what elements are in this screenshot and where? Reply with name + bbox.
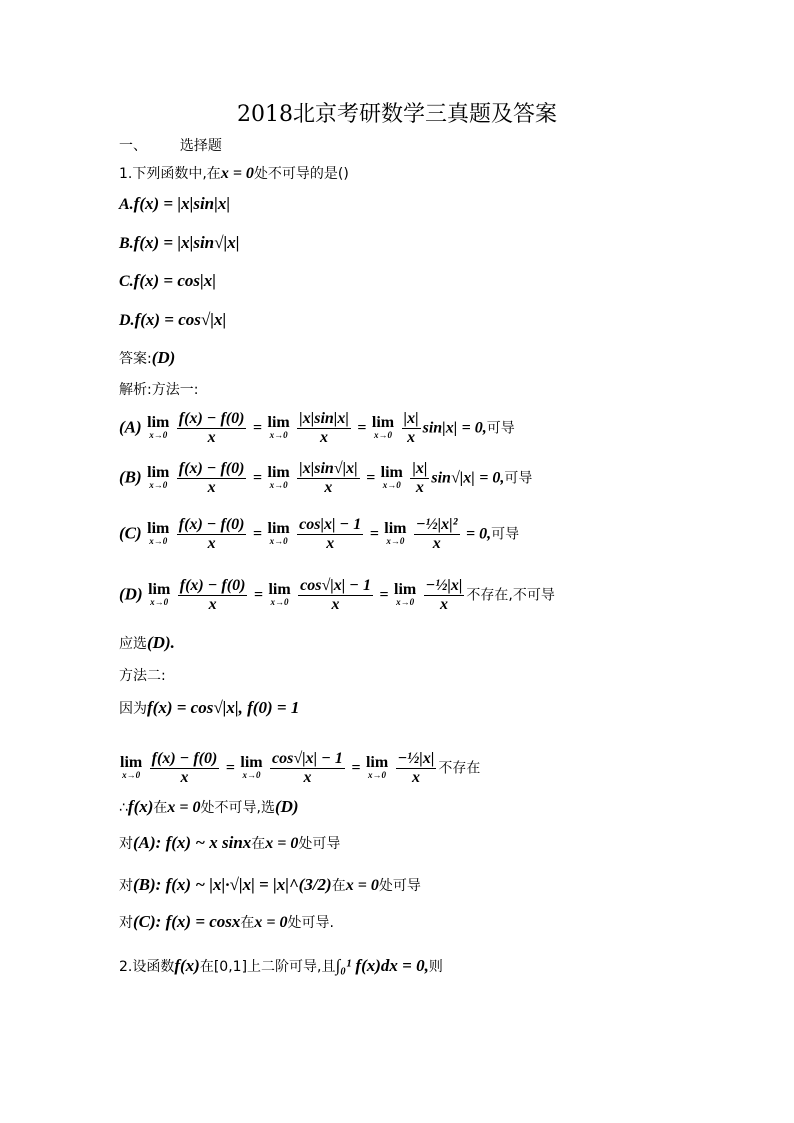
answer-value: (D) bbox=[151, 348, 176, 367]
section-label: 选择题 bbox=[179, 138, 222, 154]
therefore-symbol: ∴ bbox=[119, 800, 128, 816]
pair-c bbox=[119, 913, 334, 932]
therefore-at: 在 bbox=[153, 800, 168, 816]
answer-line bbox=[119, 349, 175, 368]
fraction: $\frac{f(x) - f(0)}{x}$ bbox=[179, 577, 246, 613]
page-title: 2018北京考研数学三真题及答案 bbox=[237, 102, 557, 127]
method-2-heading: 方法二: bbox=[119, 668, 166, 684]
q1-prefix: 1.下列函数中,在 bbox=[119, 166, 221, 182]
q2-middle: 在[0,1]上二阶可导,且 bbox=[199, 959, 336, 975]
choose-value: (D). bbox=[147, 633, 175, 652]
step-note: 可导 bbox=[491, 526, 520, 543]
q1-suffix: 处不可导的是() bbox=[253, 166, 349, 182]
q2-suffix: 则 bbox=[428, 959, 443, 975]
step-tag: (C) bbox=[119, 523, 142, 543]
pair-result: 处可导 bbox=[298, 836, 341, 852]
pair-prefix: 对 bbox=[119, 836, 133, 852]
analysis-step-d: (D) lim x→0 $\frac{f(x) - f(0)}{x}$ = lim x→0 $\frac{\cos√|x| - 1}{x}$ = lim x→0 $\frac{\text{−½|x|}}{x}$ 不存在,不可导 bbox=[119, 577, 555, 613]
step-note: 可导 bbox=[486, 420, 515, 437]
method-2-limit: lim x→0 $\frac{f(x) - f(0)}{x}$ = lim x→0 $\frac{\cos√|x| - 1}{x}$ = lim x→0 $\frac{\text{−½|x|}}{x}$ 不存在 bbox=[120, 750, 481, 786]
because-line bbox=[119, 699, 299, 718]
therefore-condition: x = 0 bbox=[167, 799, 201, 816]
fraction: $\frac{\text{−½|x|}}{x}$ bbox=[397, 750, 435, 786]
choose-label: 应选 bbox=[119, 636, 147, 652]
step-result: = 0, bbox=[465, 525, 492, 543]
pair-a bbox=[119, 834, 340, 853]
choose-line bbox=[119, 634, 175, 653]
limit-operator: lim x→0 bbox=[240, 753, 263, 780]
fraction: $\frac{f(x) - f(0)}{x}$ bbox=[178, 516, 245, 552]
pair-prefix: 对 bbox=[119, 878, 133, 894]
therefore-function: f(x) bbox=[127, 797, 154, 816]
therefore-value: (D) bbox=[274, 797, 299, 816]
option-expression: f(x) = |x|sin√|x| bbox=[133, 233, 240, 252]
step-result: = 0, bbox=[461, 419, 487, 437]
pair-condition: x = 0 bbox=[345, 877, 379, 894]
therefore-rest: 处不可导,选 bbox=[200, 800, 275, 816]
limit-operator: lim x→0 bbox=[267, 413, 290, 440]
pair-condition: x = 0 bbox=[265, 835, 299, 852]
because-expression: f(x) = cos√|x|, f(0) = 1 bbox=[147, 698, 300, 717]
limit-operator: lim x→0 bbox=[268, 580, 291, 607]
section-heading bbox=[119, 137, 222, 155]
fraction: $\frac{f(x) - f(0)}{x}$ bbox=[151, 750, 218, 786]
fraction: $\frac{|x|}{x}$ bbox=[403, 410, 419, 446]
option-expression: f(x) = cos|x| bbox=[133, 271, 216, 290]
question-1-stem bbox=[119, 165, 349, 183]
q1-condition: x = 0 bbox=[220, 165, 254, 182]
option-b bbox=[119, 234, 239, 253]
q2-integral: ∫₀¹ f(x)dx = 0, bbox=[335, 956, 429, 975]
limit-operator: lim x→0 bbox=[120, 753, 143, 780]
option-label: C. bbox=[119, 273, 134, 290]
q2-prefix: 2.设函数 bbox=[119, 959, 175, 975]
fraction: $\frac{\cos|x| - 1}{x}$ bbox=[299, 516, 362, 552]
limit-operator: lim x→0 bbox=[267, 519, 290, 546]
method-2-note: 不存在 bbox=[438, 760, 481, 777]
fraction: $\frac{\text{−½|x|}}{x}$ bbox=[425, 577, 463, 613]
question-2-stem bbox=[119, 957, 443, 976]
limit-operator: lim x→0 bbox=[384, 519, 407, 546]
fraction: $\frac{|x|\sin√|x|}{x}$ bbox=[299, 460, 358, 496]
option-expression: f(x) = |x|sin|x| bbox=[133, 194, 231, 213]
fraction: $\frac{\cos√|x| - 1}{x}$ bbox=[272, 750, 343, 786]
limit-operator: lim x→0 bbox=[147, 413, 170, 440]
pair-tag: (C) bbox=[133, 912, 156, 931]
pair-result: 处可导. bbox=[287, 915, 334, 931]
option-label: B. bbox=[119, 235, 134, 252]
fraction: $\frac{|x|\sin|x|}{x}$ bbox=[299, 410, 349, 446]
option-a bbox=[119, 195, 230, 214]
step-result: = 0, bbox=[479, 469, 505, 487]
step-tag: (A) bbox=[119, 417, 142, 437]
fraction: $\frac{f(x) - f(0)}{x}$ bbox=[178, 460, 245, 496]
pair-at: 在 bbox=[251, 836, 266, 852]
pair-at: 在 bbox=[240, 915, 255, 931]
limit-operator: lim x→0 bbox=[365, 753, 389, 780]
step-tag: (B) bbox=[119, 467, 142, 487]
pair-at: 在 bbox=[331, 878, 346, 894]
therefore-line bbox=[119, 798, 299, 817]
pair-tag: (B) bbox=[133, 875, 156, 894]
option-expression: f(x) = cos√|x| bbox=[134, 310, 227, 329]
analysis-step-a: (A) lim x→0 $\frac{f(x) - f(0)}{x}$ = lim x→0 $\frac{|x|\sin|x|}{x}$ = lim x→0 $\frac{|x|}{x}$ sin|x| = 0,可导 bbox=[119, 410, 515, 446]
pair-b bbox=[119, 876, 421, 895]
fraction: $\frac{\text{−½|x|²}}{x}$ bbox=[415, 516, 458, 552]
pair-condition: x = 0 bbox=[254, 914, 288, 931]
limit-operator: lim x→0 bbox=[147, 463, 170, 490]
option-d bbox=[119, 311, 226, 330]
pair-result: 处可导 bbox=[378, 878, 421, 894]
limit-operator: lim x→0 bbox=[148, 580, 171, 607]
limit-operator: lim x→0 bbox=[394, 580, 417, 607]
option-label: D. bbox=[119, 312, 135, 329]
limit-operator: lim x→0 bbox=[380, 463, 403, 490]
section-number: 一、 bbox=[119, 138, 147, 154]
because-label: 因为 bbox=[119, 701, 147, 717]
fraction: $\frac{f(x) - f(0)}{x}$ bbox=[178, 410, 245, 446]
fraction: $\frac{\cos√|x| - 1}{x}$ bbox=[300, 577, 371, 613]
q2-function: f(x) bbox=[174, 956, 200, 975]
pair-prefix: 对 bbox=[119, 915, 133, 931]
analysis-step-c: (C) lim x→0 $\frac{f(x) - f(0)}{x}$ = lim x→0 $\frac{\cos|x| - 1}{x}$ = lim x→0 $\frac{\text{−½|x|²}}{x}$ = 0,可导 bbox=[119, 516, 520, 552]
limit-operator: lim x→0 bbox=[371, 413, 395, 440]
option-c bbox=[119, 272, 216, 291]
answer-label: 答案: bbox=[119, 351, 152, 367]
pair-expression: : f(x) = cosx bbox=[155, 912, 241, 931]
analysis-step-b: (B) lim x→0 $\frac{f(x) - f(0)}{x}$ = lim x→0 $\frac{|x|\sin√|x|}{x}$ = lim x→0 $\frac{|x|}{x}$ sin√|x| = 0,可导 bbox=[119, 460, 533, 496]
fraction: $\frac{|x|}{x}$ bbox=[412, 460, 428, 496]
pair-tag: (A) bbox=[133, 833, 156, 852]
limit-operator: lim x→0 bbox=[147, 519, 170, 546]
option-label: A. bbox=[119, 196, 134, 213]
analysis-heading: 解析:方法一: bbox=[119, 382, 199, 398]
step-tag: (D) bbox=[119, 584, 143, 604]
pair-expression: : f(x) ~ |x|·√|x| = |x|^(3/2) bbox=[155, 875, 332, 894]
step-note: 可导 bbox=[504, 470, 533, 487]
step-note: 不存在,不可导 bbox=[466, 587, 555, 604]
pair-expression: : f(x) ~ x sinx bbox=[155, 833, 252, 852]
limit-operator: lim x→0 bbox=[267, 463, 290, 490]
